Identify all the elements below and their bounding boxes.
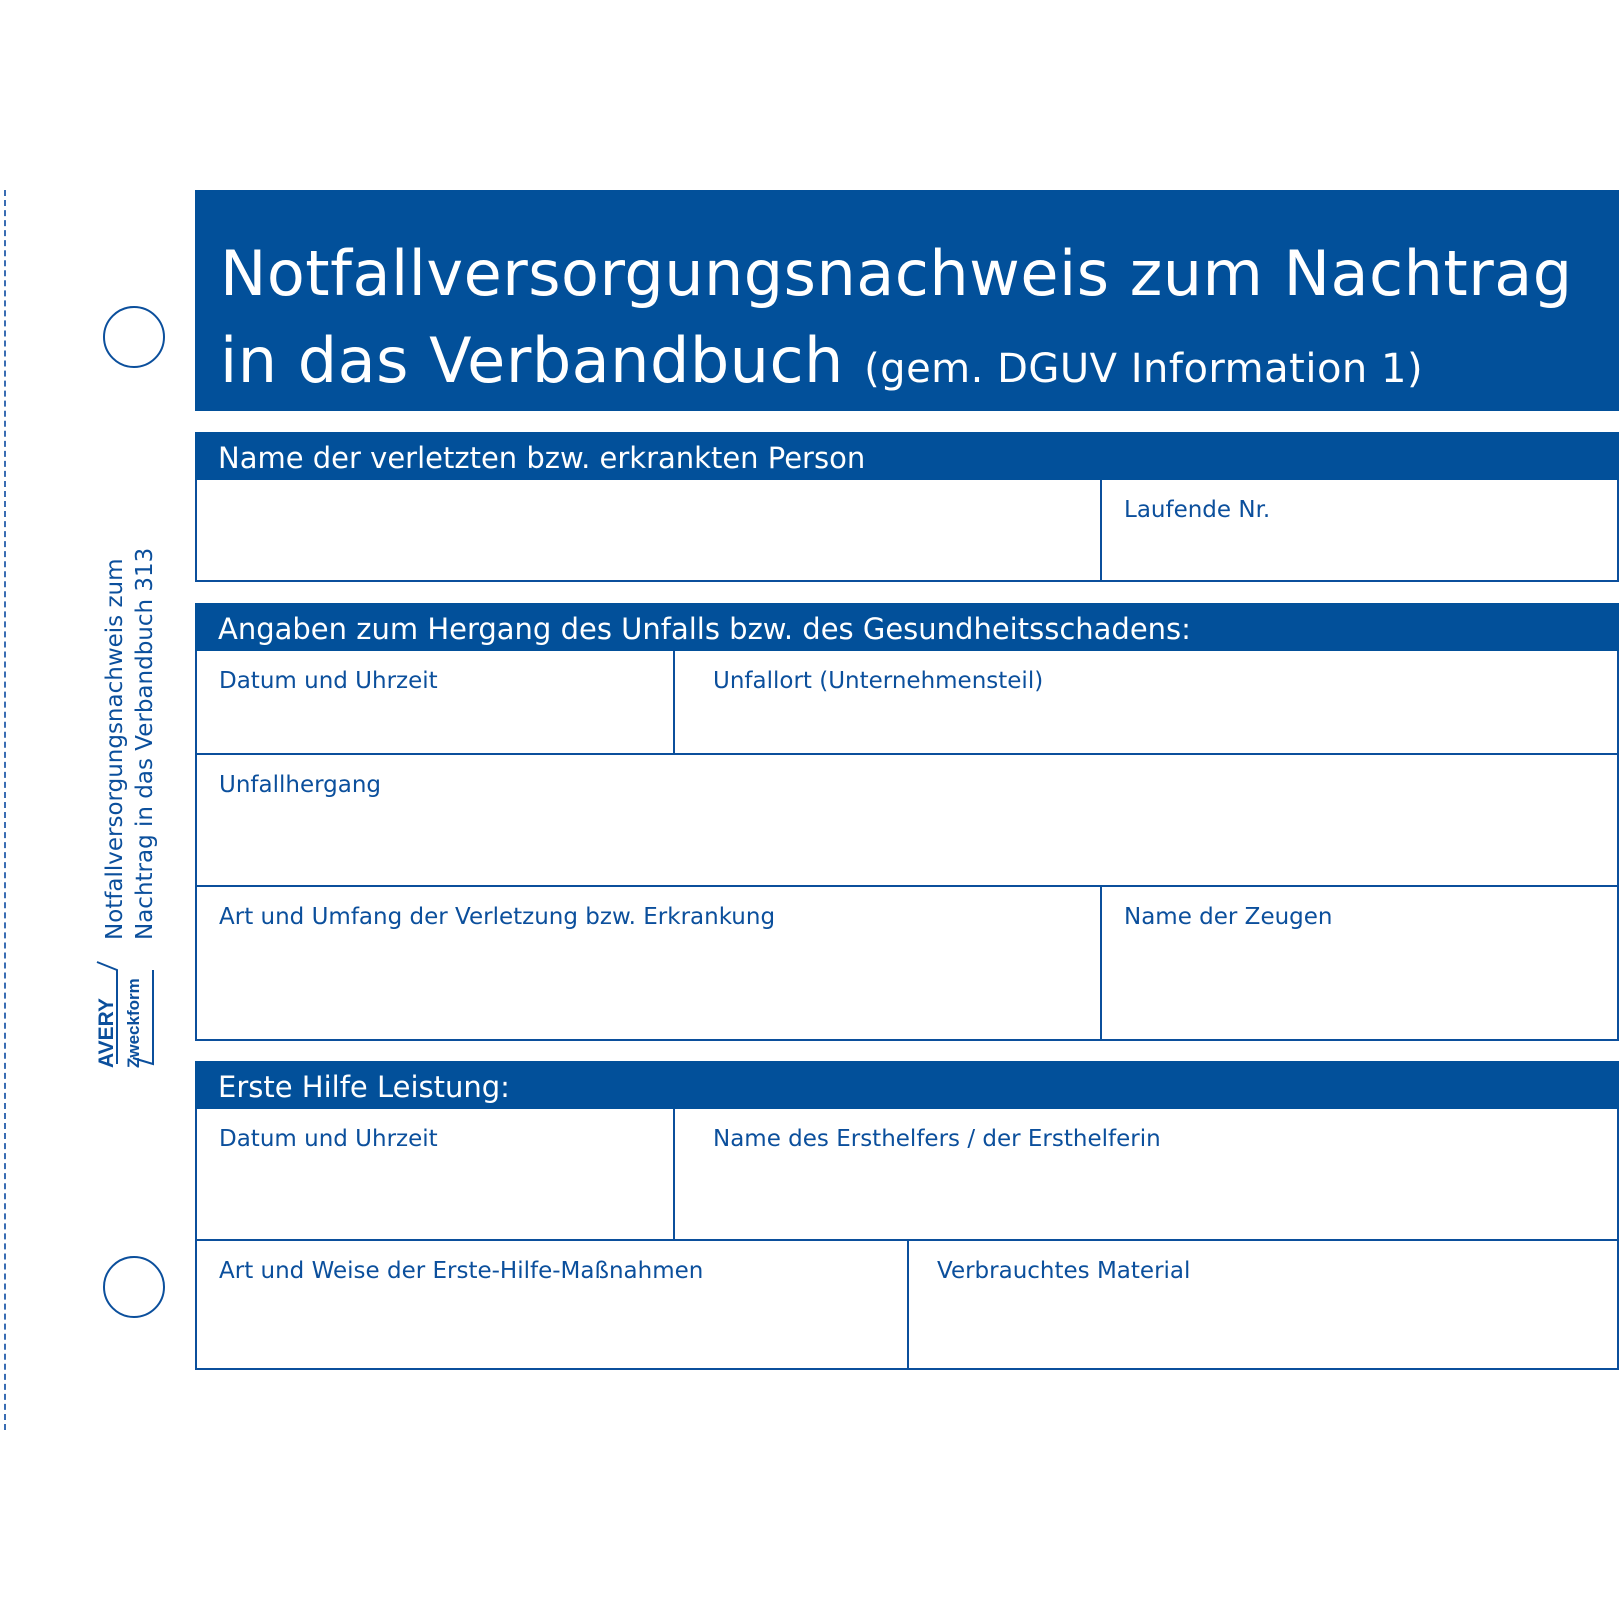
first-aid-row-1 — [197, 1109, 1617, 1239]
perforation-line — [4, 190, 6, 1430]
section-first-aid — [195, 1061, 1619, 1370]
side-caption — [100, 548, 160, 940]
title-line-1: Notfallversorgungsnachweis zum Nachtrag — [220, 237, 1573, 310]
section-person-heading: Name der verletzten bzw. erkrankten Person — [195, 432, 1619, 480]
first-aid-measures-label: Art und Weise der Erste-Hilfe-Maßnahmen — [219, 1258, 704, 1284]
accident-location-label: Unfallort (Unternehmensteil) — [713, 668, 1044, 694]
brand-name-top: AVERY — [95, 997, 118, 1068]
witnesses-label: Name der Zeugen — [1124, 904, 1333, 930]
used-material-label: Verbrauchtes Material — [937, 1258, 1191, 1284]
witnesses-field[interactable] — [1100, 887, 1617, 1039]
title-banner — [195, 190, 1619, 411]
side-caption-line-1: Notfallversorgungsnachweis zum — [102, 558, 128, 940]
accident-row-2 — [197, 753, 1617, 885]
accident-row-3 — [197, 885, 1617, 1039]
first-aid-date-time-field[interactable] — [197, 1109, 673, 1239]
punch-hole-bottom — [103, 1256, 165, 1318]
section-accident-heading: Angaben zum Hergang des Unfalls bzw. des Gesundheitsschadens: — [195, 603, 1619, 651]
person-name-field[interactable] — [197, 480, 1100, 580]
side-caption-line-2: Nachtrag in das Verbandbuch 313 — [132, 547, 158, 940]
accident-location-field[interactable] — [673, 651, 1617, 753]
first-aid-measures-field[interactable] — [197, 1241, 907, 1368]
running-number-field[interactable] — [1100, 480, 1617, 580]
accident-date-time-field[interactable] — [197, 651, 673, 753]
section-person-grid — [195, 480, 1619, 582]
section-person — [195, 432, 1619, 582]
running-number-label: Laufende Nr. — [1124, 497, 1271, 523]
injury-label: Art und Umfang der Verletzung bzw. Erkrankung — [219, 904, 776, 930]
section-first-aid-heading: Erste Hilfe Leistung: — [195, 1061, 1619, 1109]
accident-course-field[interactable] — [197, 755, 1617, 885]
used-material-field[interactable] — [907, 1241, 1617, 1368]
punch-hole-top — [103, 306, 165, 368]
avery-zweckform-logo — [93, 960, 159, 1070]
first-aid-date-time-label: Datum und Uhrzeit — [219, 1126, 438, 1152]
injury-field[interactable] — [197, 887, 1100, 1039]
title-line-2 — [220, 317, 1619, 413]
person-row — [197, 480, 1617, 580]
accident-course-label: Unfallhergang — [219, 772, 382, 798]
first-aid-row-2 — [197, 1239, 1617, 1368]
title-main-text: in das Verbandbuch — [220, 324, 844, 397]
brand-name-bottom: Zweckform — [124, 978, 143, 1068]
first-aider-name-field[interactable] — [673, 1109, 1617, 1239]
title-reference: (gem. DGUV Information 1) — [864, 346, 1424, 392]
section-first-aid-grid — [195, 1109, 1619, 1370]
section-accident — [195, 603, 1619, 1041]
first-aider-name-label: Name des Ersthelfers / der Ersthelferin — [713, 1126, 1161, 1152]
accident-row-1 — [197, 651, 1617, 753]
section-accident-grid — [195, 651, 1619, 1041]
accident-date-time-label: Datum und Uhrzeit — [219, 668, 438, 694]
